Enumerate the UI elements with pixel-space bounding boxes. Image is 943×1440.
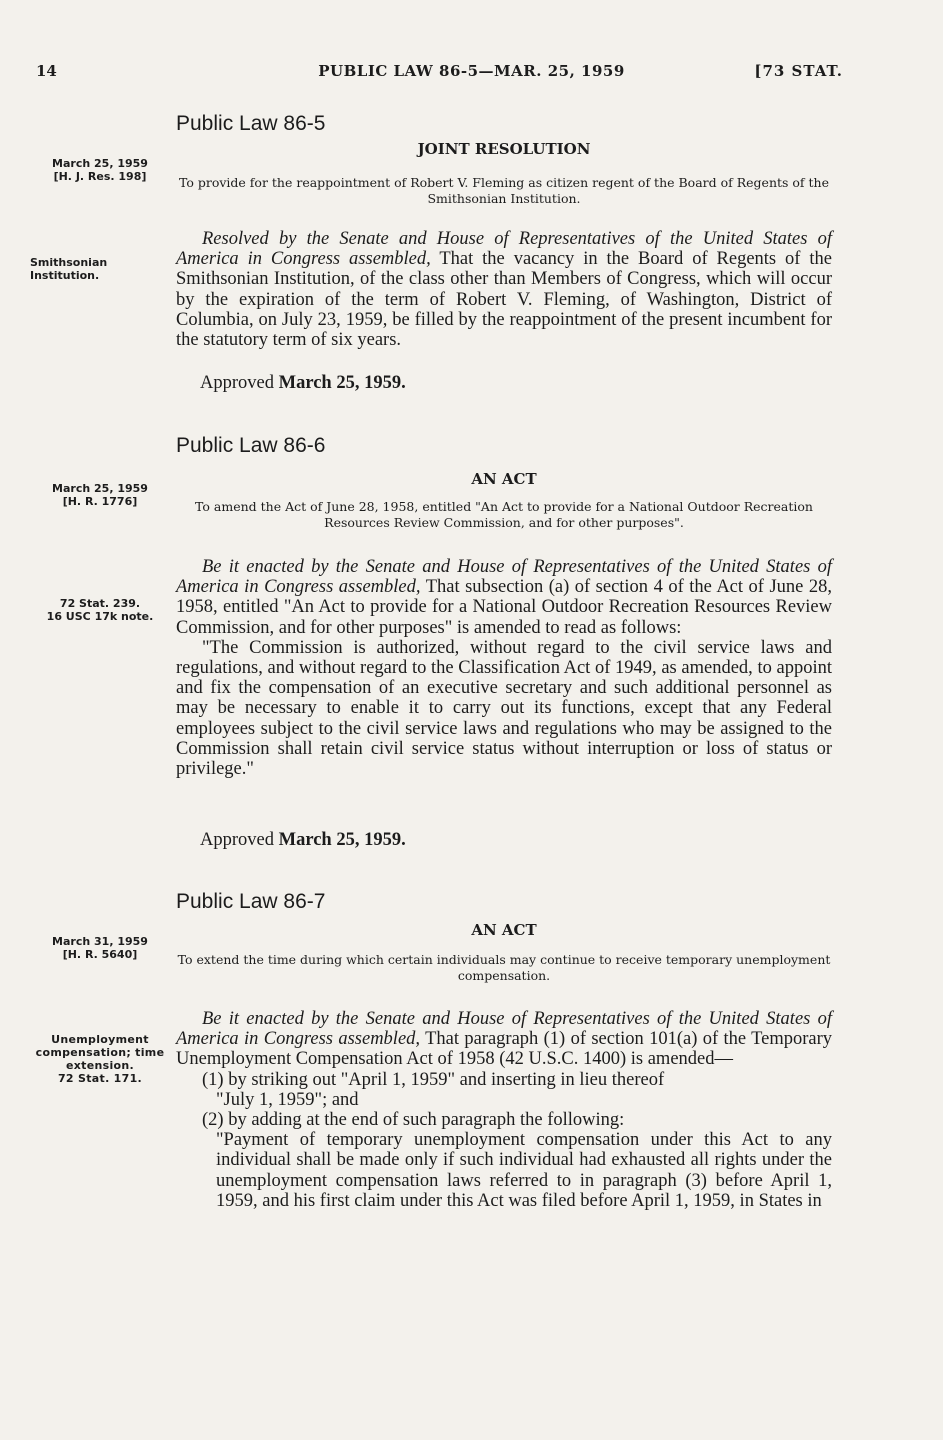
code-citation: 16 USC 17k note. (46, 610, 154, 623)
list-item-continuation: "July 1, 1959"; and (216, 1089, 359, 1110)
date-note: March 25, 1959 (52, 157, 148, 170)
margin-date (30, 157, 170, 183)
approved-label: Approved (200, 830, 274, 850)
bill-note: [H. R. 1776] (62, 495, 138, 508)
list-item: (2) by adding at the end of such paragraph the following: (202, 1110, 625, 1131)
approved-date: March 25, 1959. (278, 373, 406, 393)
law-body (176, 229, 832, 350)
running-header (0, 62, 943, 86)
statute-volume: [73 STAT. (754, 62, 843, 80)
law-purpose: To extend the time during which certain individuals may continue to receive temporary unemployment compensation. (177, 952, 831, 983)
approved-line (200, 373, 406, 394)
body-text: That subsection (a) of section 4 of the Act of June 28, 1958, entitled "An Act to provide for a National Outdoor Recreation Resources Review Commission, and for other purposes" is amended to read as follows: (176, 577, 833, 638)
list-item: (1) by striking out "April 1, 1959" and inserting in lieu thereof (202, 1069, 665, 1090)
bill-note: [H. R. 5640] (62, 948, 138, 961)
running-title: PUBLIC LAW 86-5—MAR. 25, 1959 (318, 62, 625, 80)
side-note (30, 1033, 170, 1085)
date-note: March 31, 1959 (52, 935, 148, 948)
enacting-clause: Be it enacted by the Senate and House of Representatives of the United States of America in Congress assembled, (176, 557, 832, 598)
side-note (30, 597, 170, 623)
enacting-clause: Be it enacted by the Senate and House of Representatives of the United States of America in Congress assembled, (176, 1009, 832, 1050)
statute-citation: 72 Stat. 239. (59, 597, 141, 610)
law-title: Public Law 86-6 (176, 434, 326, 457)
approved-label: Approved (200, 373, 274, 393)
law-title: Public Law 86-5 (176, 112, 326, 135)
subject-note: Unemployment compensation; time extension. (35, 1033, 165, 1072)
law-title: Public Law 86-7 (176, 890, 326, 913)
side-note: Smithsonian Institution. (30, 256, 108, 282)
law-purpose: To provide for the reappointment of Robert V. Fleming as citizen regent of the Board of Regents of the Smithsonian Institution. (179, 175, 829, 206)
bill-note: [H. J. Res. 198] (53, 170, 147, 183)
law-type: AN ACT (471, 470, 537, 488)
law-type: JOINT RESOLUTION (417, 140, 591, 158)
margin-date (30, 935, 170, 961)
law-body (176, 557, 832, 779)
body-text: That the vacancy in the Board of Regents of the Smithsonian Institution, of the class other than Members of Congress, which will occur by the expiration of the term of Robert V. Fleming, of Washington, District of Columbia, on July 23, 1959, be filled by the reappointment of the present incumbent for the statutory term of six years. (176, 249, 832, 351)
statute-citation: 72 Stat. 171. (57, 1072, 143, 1085)
margin-date (30, 482, 170, 508)
enacting-clause: Resolved by the Senate and House of Representatives of the United States of America in Congress assembled, (176, 229, 832, 270)
approved-line (200, 830, 406, 851)
date-note: March 25, 1959 (52, 482, 148, 495)
law-body (176, 1009, 832, 1211)
body-text: That paragraph (1) of section 101(a) of the Temporary Unemployment Compensation Act of 1958 (42 U.S.C. 1400) is amended— (176, 1029, 833, 1070)
quoted-text: "Payment of temporary unemployment compensation under this Act to any individual shall be made only if such individual had exhausted all rights under the unemployment compensation laws referred to in paragraph (3) before April 1, 1959, and his first claim under this Act was filed before April 1, 1959, in States in (216, 1130, 832, 1211)
law-purpose: To amend the Act of June 28, 1958, entitled "An Act to provide for a National Outdoor Recreation Resources Review Commission, and for other purposes". (195, 499, 813, 530)
approved-date: March 25, 1959. (278, 830, 406, 850)
quoted-text: "The Commission is authorized, without regard to the civil service laws and regulations, and without regard to the Classification Act of 1949, as amended, to appoint and fix the compensation of an executive secretary and such additional personnel as may be necessary to enable it to carry out its functions, except that any Federal employees subject to the civil service laws and regulations who may be assigned to the Commission shall retain civil service status without interruption or loss of status or privilege." (176, 637, 832, 780)
page-number: 14 (36, 62, 57, 80)
law-type: AN ACT (471, 921, 537, 939)
